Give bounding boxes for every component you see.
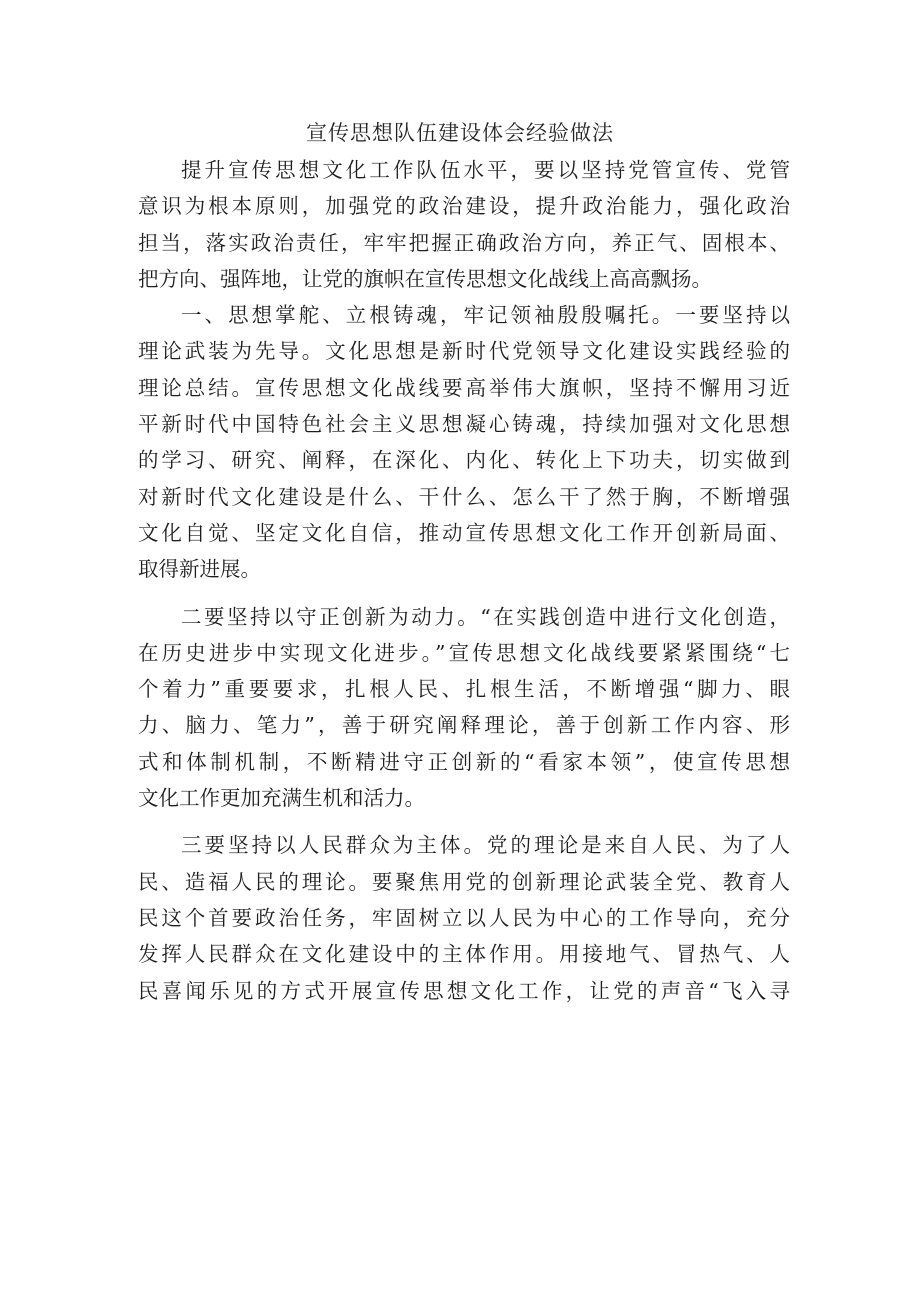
document-title: 宣传思想队伍建设体会经验做法: [306, 121, 614, 145]
text-line: 取得新进展。: [138, 557, 261, 582]
text-line: 力、脑力、笔力”，善于研究阐释理论，善于创新工作内容、形: [138, 713, 790, 738]
text-line: 提升宣传思想文化工作队伍水平，要以坚持党管宣传、党管: [181, 158, 790, 182]
text-line: 个着力”重要要求，扎根人民、扎根生活，不断增强“脚力、眼: [138, 677, 790, 702]
text-line: 对新时代文化建设是什么、干什么、怎么干了然于胸，不断增强: [138, 484, 790, 509]
text-line: 一、思想掌舵、立根铸魂，牢记领袖殷殷嘱托。一要坚持以: [181, 303, 790, 328]
text-line: 理论武装为先导。文化思想是新时代党领导文化建设实践经验的: [138, 339, 790, 364]
text-line: 三要坚持以人民群众为主体。党的理论是来自人民、为了人: [181, 833, 790, 858]
text-line: 平新时代中国特色社会主义思想凝心铸魂，持续加强对文化思想: [138, 412, 790, 437]
text-line: 把方向、强阵地，让党的旗帜在宣传思想文化战线上高高飘扬。: [138, 266, 712, 291]
text-line: 二要坚持以守正创新为动力。“在实践创造中进行文化创造，: [181, 604, 790, 629]
paragraph-intro: [138, 152, 790, 297]
text-line: 的学习、研究、阐释，在深化、内化、转化上下功夫，切实做到: [138, 448, 790, 473]
text-line: 理论总结。宣传思想文化战线要高举伟大旗帜，坚持不懈用习近: [138, 375, 790, 400]
text-line: 民喜闻乐见的方式开展宣传思想文化工作，让党的声音“飞入寻: [138, 978, 790, 1003]
paragraph-gap: [138, 588, 790, 599]
text-line: 在历史进步中实现文化进步。”宣传思想文化战线要紧紧围绕“七: [138, 640, 790, 665]
paragraph-section-three: [138, 827, 790, 1008]
text-line: 文化工作更加充满生机和活力。: [138, 786, 425, 811]
text-line: 担当，落实政治责任，牢牢把握正确政治方向，养正气、固根本、: [138, 230, 790, 255]
text-line: 民这个首要政治任务，牢固树立以人民为中心的工作导向，充分: [138, 905, 790, 930]
text-line: 文化自觉、坚定文化自信，推动宣传思想文化工作开创新局面、: [138, 520, 790, 545]
document-body: [138, 152, 790, 1009]
text-line: 意识为根本原则，加强党的政治建设，提升政治能力，强化政治: [138, 194, 790, 219]
paragraph-section-two: [138, 599, 790, 817]
text-line: 民、造福人民的理论。要聚焦用党的创新理论武装全党、教育人: [138, 869, 790, 894]
text-line: 发挥人民群众在文化建设中的主体作用。用接地气、冒热气、人: [138, 942, 790, 967]
text-line: 式和体制机制，不断精进守正创新的“看家本领”，使宣传思想: [138, 749, 790, 774]
paragraph-gap: [138, 816, 790, 827]
paragraph-section-one: [138, 297, 790, 587]
